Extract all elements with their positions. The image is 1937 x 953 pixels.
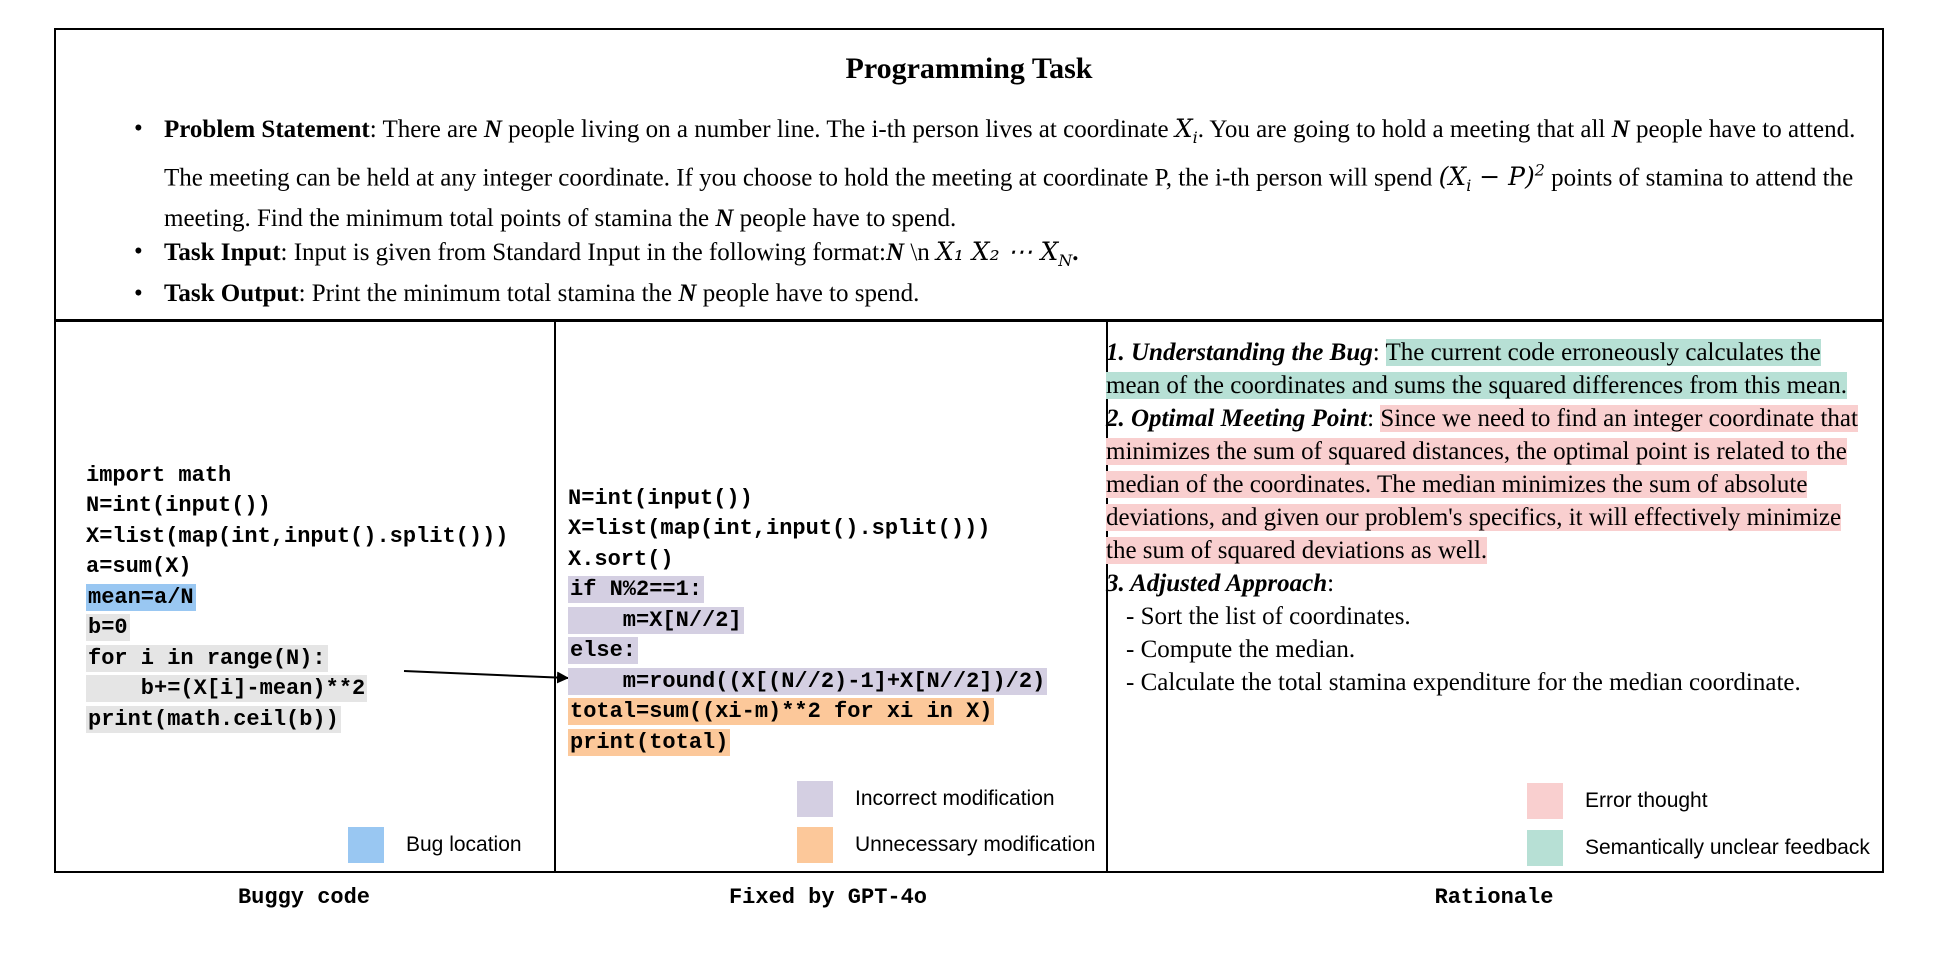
stamina-formula: $(X_i - P)^2$ [1438, 161, 1545, 196]
arrow-line [404, 671, 568, 678]
input-label: Task Input [164, 239, 281, 267]
code-line-bug: mean=a/N [88, 584, 194, 610]
input-sequence: X₁ X₂ ⋯ $X_N$ [936, 237, 1073, 271]
task-input: • Task Input: Input is given from Standard Input in the following format:N \n X₁ X₂ ⋯ $X_N$. [134, 235, 1864, 277]
rationale-heading-1: 1. Understanding the Bug [1106, 339, 1373, 366]
legend-swatch-green [1527, 830, 1563, 866]
rationale-heading-2: 2. Optimal Meeting Point [1106, 405, 1368, 432]
code-line: X=list(map(int,input().split())) [568, 516, 991, 541]
code-line: N=int(input()) [568, 485, 753, 511]
code-line-incorrect: else: [570, 638, 637, 663]
task-output: • Task Output: Print the minimum total stamina the N people have to spend. [134, 277, 1864, 310]
rationale-step: - Sort the list of coordinates. [1126, 603, 1411, 630]
legend-semantically-unclear: Semantically unclear feedback [1527, 830, 1870, 866]
fixed-code [568, 453, 1047, 789]
code-line: N=int(input()) [86, 493, 271, 518]
caption-buggy-code: Buggy code [237, 885, 371, 910]
legend-swatch-pink [1527, 783, 1563, 819]
code-line: b+=(X[i]-mean)**2 [88, 676, 366, 701]
legend-bug-location: Bug location [348, 827, 522, 863]
task-title: Programming Task [845, 52, 1093, 85]
code-line-unnecessary: total=sum((xi-m)**2 for xi in X) [570, 699, 993, 724]
problem-label: Problem Statement [164, 116, 370, 143]
legend-swatch-purple [797, 781, 833, 817]
code-line-unnecessary: print(total) [570, 729, 729, 755]
code-line: X=list(map(int,input().split())) [86, 523, 509, 549]
rationale-heading-3: 3. Adjusted Approach [1106, 570, 1328, 597]
code-line: for i in range(N): [88, 645, 326, 671]
code-line: a=sum(X) [86, 554, 192, 579]
legend-error-thought: Error thought [1527, 783, 1708, 819]
problem-statement: • Problem Statement: There are N people living on a number line. The i-th person lives at coordinate $X_i$. You are going to hold a meeting that all N people have to attend. The meeting can be held at any integer coordinate. If you choose to hold the meeting at coordinate P, the i-th person will spend $(X_i - P)^2$ points of stamina to attend the meeting. Find the minimum total points of stamina the N people have to spend. [134, 112, 1864, 235]
rationale-step: - Calculate the total stamina expenditure for the median coordinate. [1126, 669, 1801, 696]
legend-unnecessary-modification: Unnecessary modification [797, 827, 1095, 863]
xi-symbol: $X_i$ [1174, 114, 1198, 147]
rationale-text-1: The current code erroneously calculates the mean of the coordinates and sums the squared differences from this mean. [1106, 339, 1847, 399]
caption-fixed-code: Fixed by GPT-4o [728, 885, 928, 910]
code-line-incorrect: m=X[N//2] [570, 607, 742, 633]
code-line-incorrect: m=round((X[(N//2)-1]+X[N//2])/2) [570, 668, 1046, 694]
legend-swatch-orange [797, 827, 833, 863]
code-line-incorrect: if N%2==1: [570, 577, 703, 602]
code-line: X.sort() [568, 546, 674, 572]
code-line: import math [86, 462, 232, 488]
rationale-step: - Compute the median. [1126, 636, 1356, 663]
code-line: print(math.ceil(b)) [88, 706, 339, 732]
caption-rationale: Rationale [1434, 885, 1554, 910]
code-line: b=0 [88, 615, 128, 640]
rationale-text: 1. Understanding the Bug: The current code erroneously calculates the mean of the coordinates and sums the squared differences from this mean. 2. Optimal Meeting Point: Since we need to find an integer coordinate that minimizes the sum of squared distances, the optimal point is related to the median of the coordinates. The median minimizes the sum of absolute deviations, and given our problem's specifics, it will effectively minimize the sum of squared deviations as well. 3. Adjusted Approach: - Sort the list of coordinates. - Compute the median. - Calculate the total stamina expenditure for the median coordinate. [1106, 336, 1861, 699]
legend-incorrect-modification: Incorrect modification [797, 781, 1055, 817]
output-label: Task Output [164, 280, 299, 308]
rationale-text-2: Since we need to find an integer coordinate that minimizes the sum of squared distances, the optimal point is related to the median of the coordinates. The median minimizes the sum of absolute deviations, and given our problem's specifics, it will effectively minimize the sum of squared deviations as well. [1106, 405, 1858, 564]
